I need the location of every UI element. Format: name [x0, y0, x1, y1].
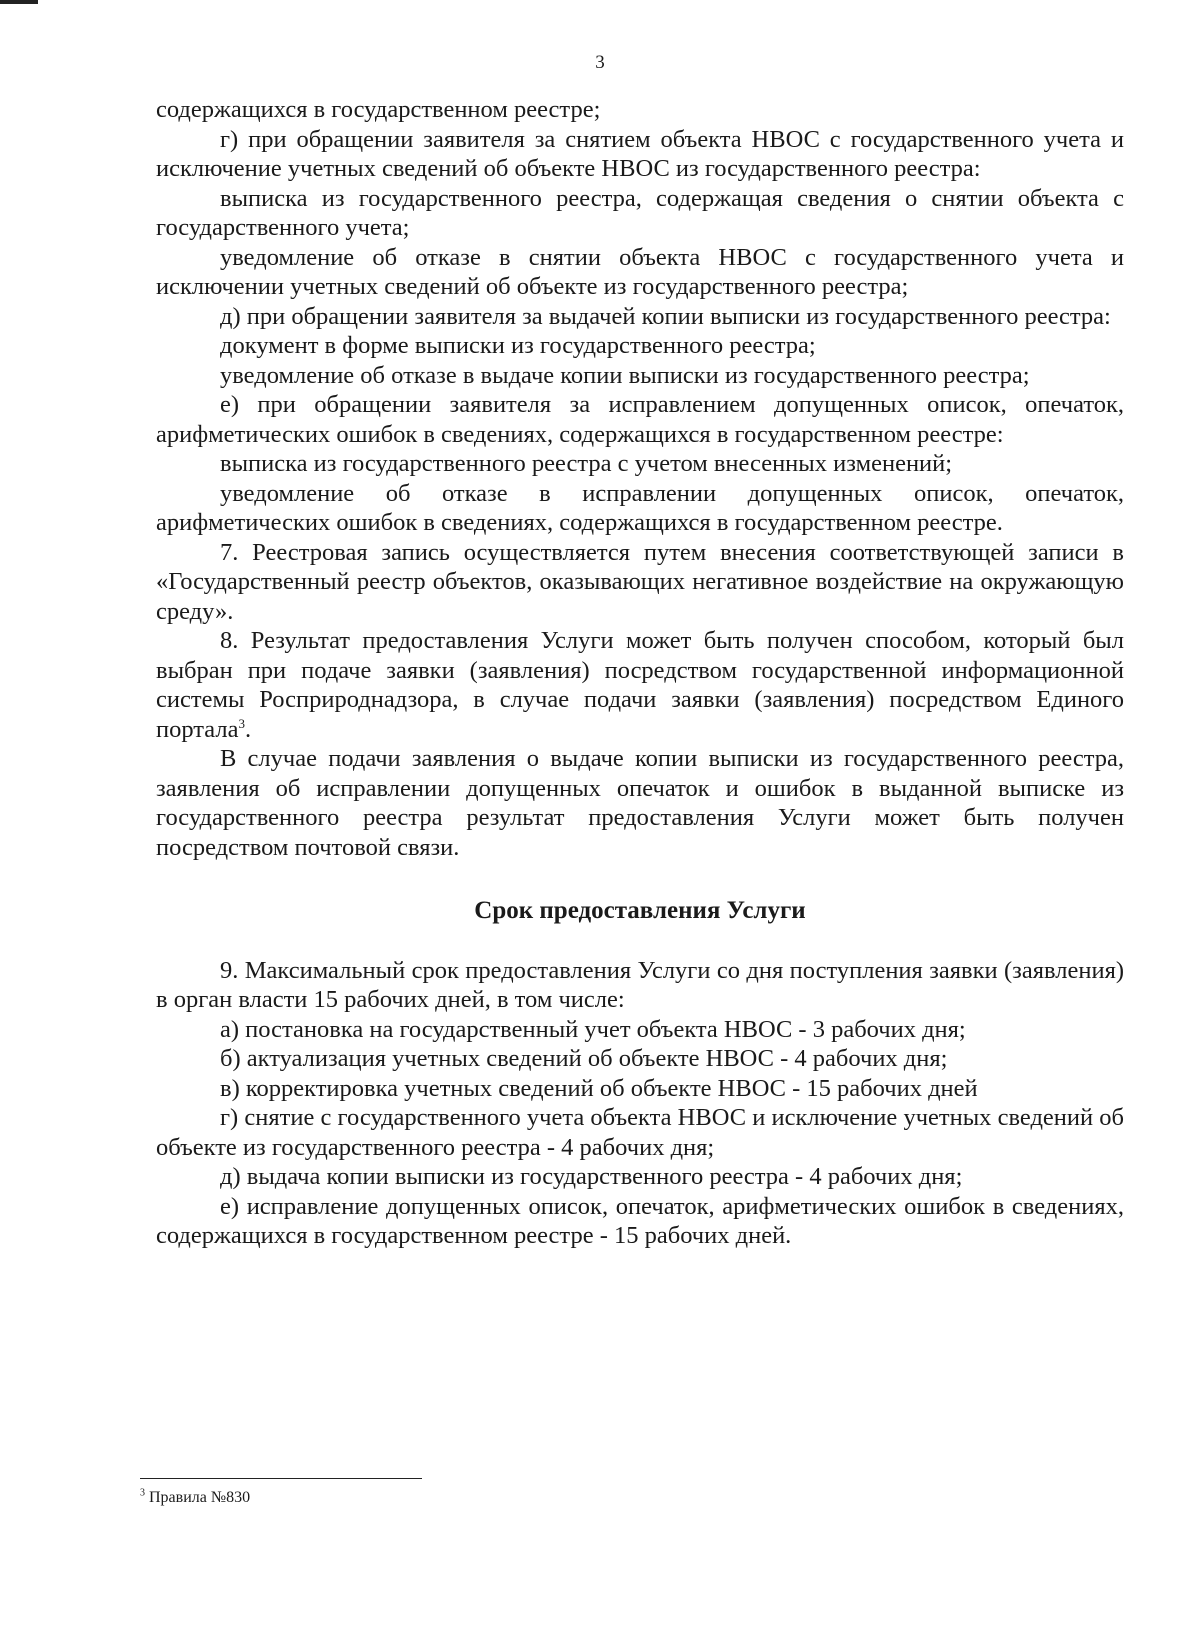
paragraph: уведомление об отказе в исправлении допущенных описок, опечаток, арифметических ошибок в сведениях, содержащихся в государственном реестре. [156, 479, 1124, 536]
paragraph: в) корректировка учетных сведений об объекте НВОС - 15 рабочих дней [220, 1074, 978, 1102]
document-body [156, 95, 1124, 1251]
paragraph: е) исправление допущенных описок, опечаток, арифметических ошибок в сведениях, содержащихся в государственном реестре - 15 рабочих дней. [156, 1192, 1124, 1249]
footnote-separator [140, 1478, 422, 1479]
scan-corner-mark [0, 0, 38, 4]
paragraph: д) при обращении заявителя за выдачей копии выписки из государственного реестра: [220, 302, 1111, 330]
footnote-reference: 3 [238, 715, 245, 731]
paragraph: 9. Максимальный срок предоставления Услуги со дня поступления заявки (заявления) в орган власти 15 рабочих дней, в том числе: [156, 956, 1124, 1013]
paragraph: выписка из государственного реестра, содержащая сведения о снятии объекта с государственного учета; [156, 184, 1124, 241]
paragraph: 7. Реестровая запись осуществляется путем внесения соответствующей записи в «Государственный реестр объектов, оказывающих негативное воздействие на окружающую среду». [156, 538, 1124, 625]
paragraph: уведомление об отказе в выдаче копии выписки из государственного реестра; [220, 361, 1030, 389]
footnote-text: Правила №830 [149, 1489, 251, 1506]
section-title: Срок предоставления Услуги [474, 897, 806, 924]
paragraph: д) выдача копии выписки из государственного реестра - 4 рабочих дня; [220, 1163, 963, 1190]
footnote-marker: 3 [140, 1487, 145, 1499]
paragraph-with-footnote [156, 626, 1124, 744]
footnote [140, 1488, 250, 1508]
paragraph: уведомление об отказе в снятии объекта НВОС с государственного учета и исключении учетных сведений об объекте из государственного реестра; [156, 243, 1124, 300]
paragraph-text: 8. Результат предоставления Услуги может быть получен способом, который был выбран при подаче заявки (заявления) посредством государственной информационной системы Росприроднадзора, в случае подачи заявки (заявления) посредством Единого портала [156, 627, 1124, 743]
paragraph-end: . [244, 715, 252, 743]
paragraph: е) при обращении заявителя за исправлением допущенных описок, опечаток, арифметических ошибок в сведениях, содержащихся в государственном реестре: [156, 391, 1124, 448]
paragraph: г) снятие с государственного учета объекта НВОС и исключение учетных сведений об объекте из государственного реестра - 4 рабочих дня; [156, 1104, 1124, 1161]
paragraph: документ в форме выписки из государственного реестра; [220, 332, 816, 359]
paragraph: выписка из государственного реестра с учетом внесенных изменений; [220, 450, 953, 477]
paragraph: содержащихся в государственном реестре; [156, 96, 601, 123]
paragraph: а) постановка на государственный учет объекта НВОС - 3 рабочих дня; [220, 1015, 966, 1043]
paragraph: б) актуализация учетных сведений об объекте НВОС - 4 рабочих дня; [220, 1045, 948, 1072]
paragraph: В случае подачи заявления о выдаче копии выписки из государственного реестра, заявления об исправлении допущенных опечаток и ошибок в выданной выписке из государственного реестра результат предоставления Услуги может быть получен посредством почтовой связи. [156, 745, 1124, 861]
paragraph: г) при обращении заявителя за снятием объекта НВОС с государственного учета и исключение учетных сведений об объекте НВОС из государственного реестра: [156, 125, 1124, 182]
page-number: 3 [595, 52, 605, 73]
